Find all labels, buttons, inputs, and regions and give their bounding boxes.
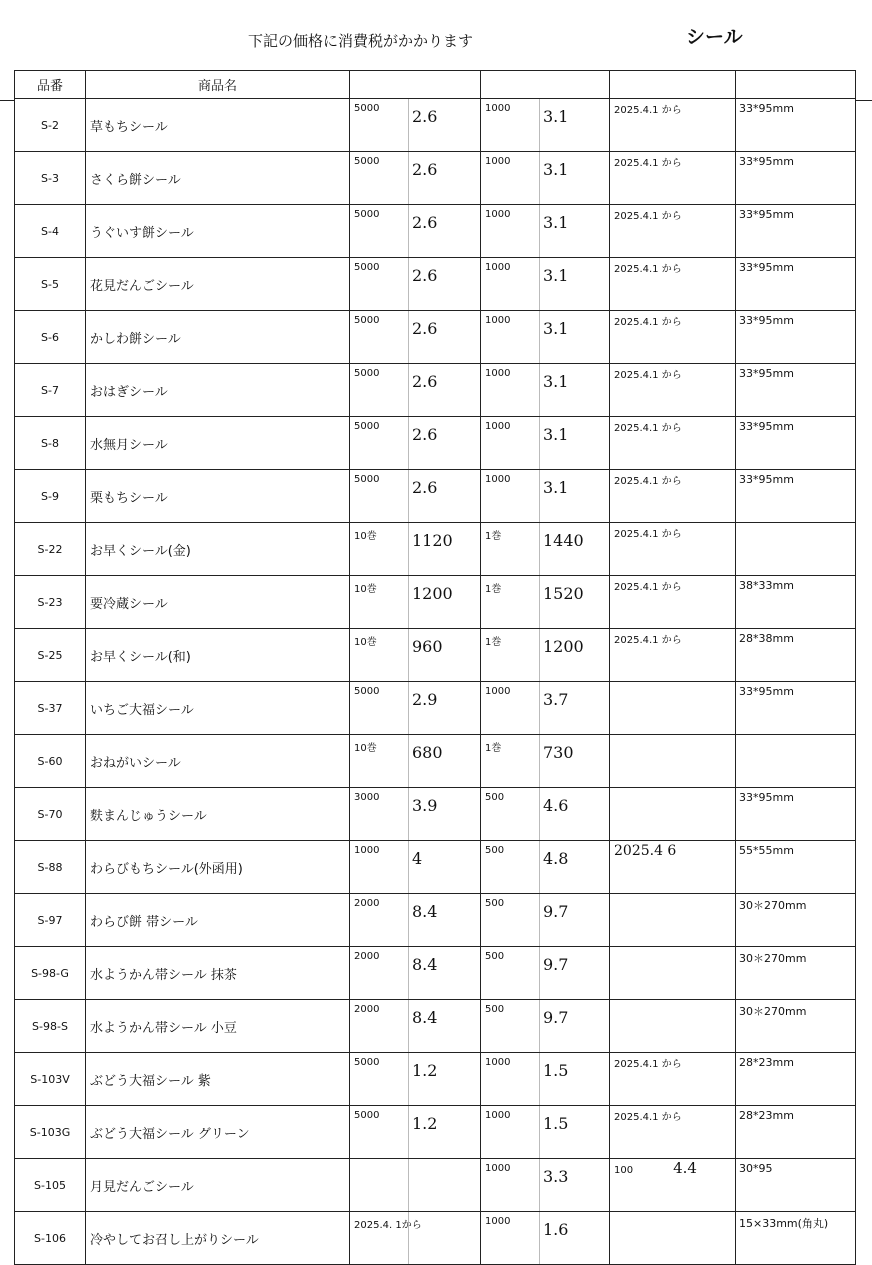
label-size: 30*95	[736, 1159, 856, 1212]
price-tier-1: 1200	[409, 576, 481, 629]
item-code: S-6	[15, 311, 86, 364]
qty-tier-1: 5000	[350, 152, 409, 205]
effective-from-text: 2025.4.1 から	[614, 582, 682, 593]
item-name: 冷やしてお召し上がりシール	[86, 1212, 350, 1265]
effective-from	[610, 470, 736, 523]
effective-from-price	[682, 629, 722, 647]
effective-from	[610, 311, 736, 364]
table-row	[15, 1212, 856, 1265]
price-tier-1: 2.6	[409, 311, 481, 364]
qty-tier-2: 1000	[481, 205, 540, 258]
effective-from-price	[682, 1053, 722, 1071]
item-name: いちご大福シール	[86, 682, 350, 735]
qty-tier-2: 1巻	[481, 523, 540, 576]
price-tier-1	[409, 1159, 481, 1212]
table-row	[15, 523, 856, 576]
right-rule	[855, 100, 872, 101]
qty-tier-1: 5000	[350, 682, 409, 735]
qty-tier-1: 5000	[350, 258, 409, 311]
item-code: S-23	[15, 576, 86, 629]
effective-from-text: 2025.4.1 から	[614, 476, 682, 487]
price-tier-1: 8.4	[409, 947, 481, 1000]
label-size: 33*95mm	[736, 311, 856, 364]
effective-from-text: 2025.4.1 から	[614, 211, 682, 222]
effective-from	[610, 205, 736, 258]
table-row	[15, 735, 856, 788]
qty-tier-1	[350, 1159, 409, 1212]
item-name: かしわ餅シール	[86, 311, 350, 364]
effective-from-text: 2025.4.1 から	[614, 1059, 682, 1070]
effective-from-text: 2025.4.1 から	[614, 635, 682, 646]
item-name: 草もちシール	[86, 99, 350, 152]
price-tier-1: 2.6	[409, 152, 481, 205]
label-size	[736, 523, 856, 576]
qty-tier-2: 500	[481, 894, 540, 947]
qty-tier-2: 500	[481, 1000, 540, 1053]
price-tier-2: 3.1	[540, 258, 610, 311]
col-price1-header	[350, 71, 481, 99]
qty-tier-2: 1000	[481, 470, 540, 523]
table-row	[15, 1000, 856, 1053]
table-row	[15, 682, 856, 735]
effective-from	[610, 841, 736, 894]
price-tier-2: 1200	[540, 629, 610, 682]
label-size: 28*23mm	[736, 1106, 856, 1159]
price-tier-2: 3.1	[540, 364, 610, 417]
item-name: お早くシール(和)	[86, 629, 350, 682]
qty-tier-1: 2025.4. 1から	[350, 1212, 409, 1265]
table-row	[15, 788, 856, 841]
table-row	[15, 841, 856, 894]
effective-from-price: 4.4	[673, 1159, 697, 1177]
qty-tier-1: 5000	[350, 1053, 409, 1106]
qty-tier-2: 1000	[481, 417, 540, 470]
qty-tier-2: 500	[481, 841, 540, 894]
qty-tier-1: 10巻	[350, 629, 409, 682]
effective-from-text: 2025.4.1 から	[614, 423, 682, 434]
item-name: ぶどう大福シール グリーン	[86, 1106, 350, 1159]
qty-tier-2: 1巻	[481, 576, 540, 629]
qty-tier-2: 1000	[481, 364, 540, 417]
label-size: 38*33mm	[736, 576, 856, 629]
item-code: S-98-S	[15, 1000, 86, 1053]
qty-tier-1: 10巻	[350, 576, 409, 629]
price-tier-1: 2.6	[409, 205, 481, 258]
effective-from-price	[682, 1106, 722, 1124]
item-name: さくら餅シール	[86, 152, 350, 205]
effective-from-price	[614, 1212, 654, 1230]
effective-from	[610, 417, 736, 470]
qty-tier-1: 2000	[350, 894, 409, 947]
table-row	[15, 1106, 856, 1159]
item-code: S-2	[15, 99, 86, 152]
price-tier-2: 3.1	[540, 417, 610, 470]
effective-from-price	[682, 576, 722, 594]
effective-from	[610, 1212, 736, 1265]
effective-from	[610, 99, 736, 152]
qty-tier-1: 5000	[350, 417, 409, 470]
label-size: 28*23mm	[736, 1053, 856, 1106]
item-code: S-60	[15, 735, 86, 788]
item-code: S-37	[15, 682, 86, 735]
effective-from	[610, 735, 736, 788]
item-code: S-105	[15, 1159, 86, 1212]
effective-from-price	[682, 205, 722, 223]
label-size: 33*95mm	[736, 682, 856, 735]
price-tier-1: 1.2	[409, 1106, 481, 1159]
label-size: 33*95mm	[736, 417, 856, 470]
price-tier-2: 9.7	[540, 1000, 610, 1053]
price-tier-1: 8.4	[409, 894, 481, 947]
item-code: S-88	[15, 841, 86, 894]
col-size-header	[736, 71, 856, 99]
effective-from-price	[614, 947, 654, 965]
item-name: ぶどう大福シール 紫	[86, 1053, 350, 1106]
effective-from-text: 2025.4.1 から	[614, 158, 682, 169]
col-code-header: 品番	[15, 71, 86, 99]
label-size: 33*95mm	[736, 470, 856, 523]
item-name: 水ようかん帯シール 抹茶	[86, 947, 350, 1000]
item-code: S-106	[15, 1212, 86, 1265]
col-from-header	[610, 71, 736, 99]
table-row	[15, 152, 856, 205]
item-code: S-97	[15, 894, 86, 947]
item-code: S-8	[15, 417, 86, 470]
price-tier-2: 3.1	[540, 470, 610, 523]
effective-from-price	[614, 894, 654, 912]
label-size	[736, 735, 856, 788]
effective-from-price	[614, 682, 654, 700]
price-tier-2: 1440	[540, 523, 610, 576]
qty-tier-2: 1000	[481, 258, 540, 311]
qty-tier-1: 3000	[350, 788, 409, 841]
label-size: 33*95mm	[736, 364, 856, 417]
qty-tier-2: 500	[481, 788, 540, 841]
table-row	[15, 205, 856, 258]
effective-from	[610, 258, 736, 311]
price-tier-2: 1520	[540, 576, 610, 629]
item-code: S-98-G	[15, 947, 86, 1000]
effective-from-text: 2025.4.1 から	[614, 264, 682, 275]
item-name: わらびもちシール(外函用)	[86, 841, 350, 894]
label-size: 15×33mm(角丸)	[736, 1212, 856, 1265]
label-size: 30＊270mm	[736, 947, 856, 1000]
effective-from-text: 2025.4.1 から	[614, 370, 682, 381]
qty-tier-2: 1000	[481, 1212, 540, 1265]
effective-from-price	[614, 788, 654, 806]
qty-tier-1: 5000	[350, 311, 409, 364]
table-row	[15, 1159, 856, 1212]
price-tier-1: 960	[409, 629, 481, 682]
item-code: S-22	[15, 523, 86, 576]
label-size: 30＊270mm	[736, 1000, 856, 1053]
price-tier-2: 3.1	[540, 99, 610, 152]
item-name: 栗もちシール	[86, 470, 350, 523]
effective-from-text: 2025.4.1 から	[614, 1112, 682, 1123]
item-name: 要冷蔵シール	[86, 576, 350, 629]
item-name: わらび餅 帯シール	[86, 894, 350, 947]
qty-tier-2: 1巻	[481, 629, 540, 682]
qty-tier-2: 1000	[481, 1106, 540, 1159]
label-size: 33*95mm	[736, 788, 856, 841]
table-row	[15, 947, 856, 1000]
price-tier-2: 1.6	[540, 1212, 610, 1265]
effective-from	[610, 788, 736, 841]
effective-from-price	[682, 152, 722, 170]
item-code: S-9	[15, 470, 86, 523]
table-row	[15, 576, 856, 629]
item-code: S-103G	[15, 1106, 86, 1159]
label-size: 55*55mm	[736, 841, 856, 894]
effective-from-text: 2025.4.1 から	[614, 317, 682, 328]
label-size: 33*95mm	[736, 99, 856, 152]
effective-from	[610, 1000, 736, 1053]
qty-tier-1: 5000	[350, 364, 409, 417]
item-code: S-70	[15, 788, 86, 841]
qty-tier-1: 1000	[350, 841, 409, 894]
effective-from-price	[676, 841, 716, 859]
price-tier-2: 3.3	[540, 1159, 610, 1212]
effective-from	[610, 1106, 736, 1159]
price-tier-2: 3.1	[540, 205, 610, 258]
item-code: S-5	[15, 258, 86, 311]
item-name: おはぎシール	[86, 364, 350, 417]
effective-from	[610, 1053, 736, 1106]
page-title: シール	[686, 26, 743, 48]
qty-tier-1: 2000	[350, 1000, 409, 1053]
price-tier-1: 680	[409, 735, 481, 788]
item-name: 麩まんじゅうシール	[86, 788, 350, 841]
price-tier-2: 4.8	[540, 841, 610, 894]
effective-from	[610, 894, 736, 947]
price-tier-1: 3.9	[409, 788, 481, 841]
qty-tier-1: 2000	[350, 947, 409, 1000]
effective-from-price	[614, 735, 654, 753]
effective-from	[610, 629, 736, 682]
table-row	[15, 311, 856, 364]
effective-from-price	[682, 417, 722, 435]
price-tier-1: 1120	[409, 523, 481, 576]
effective-from	[610, 682, 736, 735]
col-price2-header	[481, 71, 610, 99]
effective-from	[610, 947, 736, 1000]
price-tier-1: 2.9	[409, 682, 481, 735]
label-size: 33*95mm	[736, 152, 856, 205]
label-size: 28*38mm	[736, 629, 856, 682]
price-tier-1: 2.6	[409, 99, 481, 152]
effective-from-price	[682, 311, 722, 329]
item-name: お早くシール(金)	[86, 523, 350, 576]
effective-from-price	[682, 470, 722, 488]
qty-tier-2: 1000	[481, 99, 540, 152]
price-tier-1: 1.2	[409, 1053, 481, 1106]
price-tier-1: 2.6	[409, 258, 481, 311]
price-tier-2: 1.5	[540, 1053, 610, 1106]
price-tier-1: 4	[409, 841, 481, 894]
price-tier-2: 1.5	[540, 1106, 610, 1159]
qty-tier-1: 5000	[350, 99, 409, 152]
effective-from	[610, 1159, 736, 1212]
effective-from-text: 100	[614, 1165, 634, 1176]
effective-from-text: 2025.4.1 から	[614, 105, 682, 116]
label-size: 33*95mm	[736, 258, 856, 311]
price-tier-2: 4.6	[540, 788, 610, 841]
price-tier-2: 730	[540, 735, 610, 788]
effective-from-price	[614, 1000, 654, 1018]
price-table	[14, 70, 856, 1265]
price-tier-1: 8.4	[409, 1000, 481, 1053]
qty-tier-1: 5000	[350, 470, 409, 523]
qty-tier-2: 1000	[481, 311, 540, 364]
effective-from-price	[682, 523, 722, 541]
item-code: S-25	[15, 629, 86, 682]
qty-tier-2: 1000	[481, 152, 540, 205]
qty-tier-2: 1巻	[481, 735, 540, 788]
qty-tier-2: 1000	[481, 682, 540, 735]
qty-tier-1: 5000	[350, 205, 409, 258]
label-size: 33*95mm	[736, 205, 856, 258]
item-name: おねがいシール	[86, 735, 350, 788]
qty-tier-1: 5000	[350, 1106, 409, 1159]
table-row	[15, 894, 856, 947]
table-row	[15, 99, 856, 152]
item-name: 月見だんごシール	[86, 1159, 350, 1212]
item-name: うぐいす餅シール	[86, 205, 350, 258]
table-row	[15, 470, 856, 523]
qty-tier-1: 10巻	[350, 735, 409, 788]
price-tier-1: 2.6	[409, 470, 481, 523]
effective-from	[610, 523, 736, 576]
effective-from-price	[682, 258, 722, 276]
col-name-header: 商品名	[86, 71, 350, 99]
price-tier-2: 3.1	[540, 311, 610, 364]
effective-from-text: 2025.4 6	[614, 843, 677, 859]
item-code: S-3	[15, 152, 86, 205]
item-code: S-4	[15, 205, 86, 258]
price-tier-2: 9.7	[540, 947, 610, 1000]
table-row	[15, 258, 856, 311]
item-name: 水無月シール	[86, 417, 350, 470]
table-row	[15, 1053, 856, 1106]
table-row	[15, 417, 856, 470]
effective-from	[610, 576, 736, 629]
table-row	[15, 364, 856, 417]
qty-tier-2: 1000	[481, 1159, 540, 1212]
price-tier-1: 2.6	[409, 364, 481, 417]
item-name: 花見だんごシール	[86, 258, 350, 311]
item-name: 水ようかん帯シール 小豆	[86, 1000, 350, 1053]
price-tier-2: 3.7	[540, 682, 610, 735]
price-tier-2: 9.7	[540, 894, 610, 947]
qty-tier-1: 10巻	[350, 523, 409, 576]
tax-note: 下記の価格に消費税がかかります	[248, 32, 474, 50]
effective-from-text: 2025.4.1 から	[614, 529, 682, 540]
effective-from-price	[682, 364, 722, 382]
label-size: 30＊270mm	[736, 894, 856, 947]
effective-from	[610, 364, 736, 417]
effective-from-price	[682, 99, 722, 117]
price-tier-1: 2.6	[409, 417, 481, 470]
item-code: S-7	[15, 364, 86, 417]
qty-tier-2: 1000	[481, 1053, 540, 1106]
effective-from	[610, 152, 736, 205]
price-tier-2: 3.1	[540, 152, 610, 205]
qty-tier-2: 500	[481, 947, 540, 1000]
header-row	[15, 71, 856, 99]
table-row	[15, 629, 856, 682]
item-code: S-103V	[15, 1053, 86, 1106]
left-rule	[0, 100, 14, 101]
